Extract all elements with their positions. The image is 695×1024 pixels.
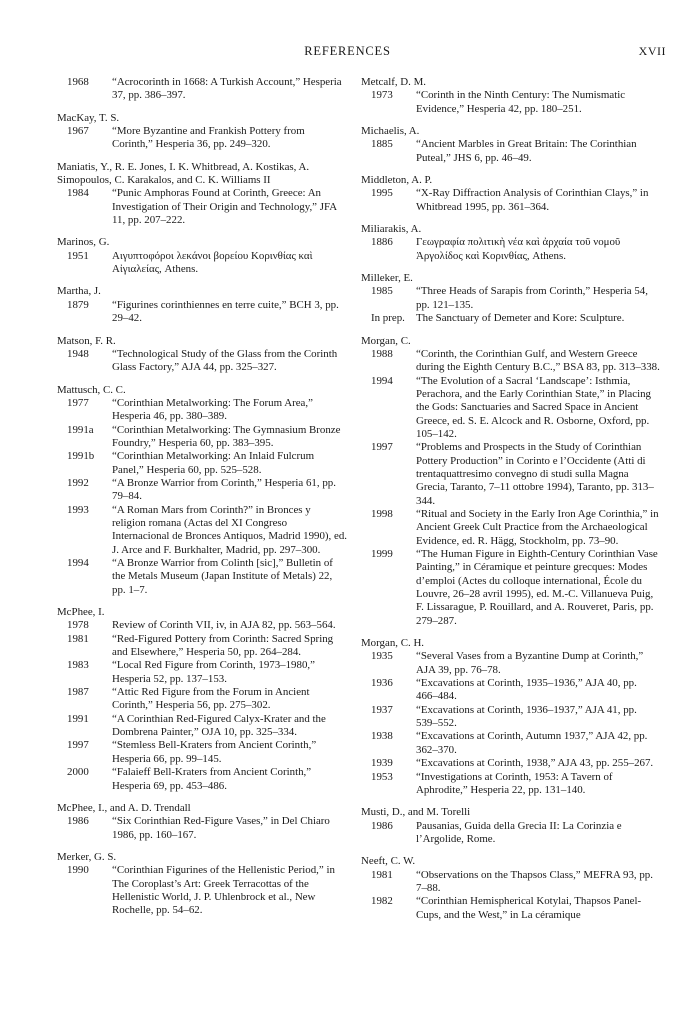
reference-entry: [361, 508, 661, 548]
entry-text: The Sanctuary of Demeter and Kore: Sculpture.: [416, 312, 625, 325]
entry-text: “A Corinthian Red-Figured Calyx-Krater and the Dombrena Painter,” OJA 10, pp. 325–334.: [112, 712, 326, 739]
reference-entry: [361, 650, 661, 677]
entry-year: 1985: [371, 285, 393, 298]
reference-entry: [57, 686, 347, 713]
entry-year: 1968: [67, 76, 89, 88]
entry-text: “Excavations at Corinth, Autumn 1937,” AJA 42, pp. 362–370.: [416, 730, 648, 756]
entry-text: “Acrocorinth in 1668: A Turkish Account,” Hesperia 37, pp. 386–397.: [112, 76, 342, 102]
author-name: McPhee, I.: [57, 606, 105, 619]
right-column: [361, 76, 661, 931]
entry-year: 1886: [371, 236, 393, 249]
page-title: REFERENCES: [304, 44, 391, 58]
entry-year: 1978: [67, 619, 89, 632]
entry-text: “Observations on the Thapsos Class,” MEFRA 93, pp. 7–88.: [416, 868, 653, 894]
reference-entry: [57, 659, 347, 686]
entry-text: “Ancient Marbles in Great Britain: The Corinthian Puteal,” JHS 6, pp. 46–49.: [416, 138, 637, 164]
entry-text: “Problems and Prospects in the Study of Corinthian Pottery Production” in Corinto e l’Occidente (Atti di trentaquattresimo convegno di studi sulla Magna Grecia, Taranto, 7–11 ottobre 1994), Taranto, pp. 313–344.: [416, 441, 654, 507]
entry-text: “Corinthian Metalworking: An Inlaid Fulcrum Panel,” Hesperia 60, pp. 525–528.: [112, 450, 315, 476]
entry-text: “Local Red Figure from Corinth, 1973–1980,” Hesperia 52, pp. 137–153.: [112, 659, 315, 685]
reference-entry: [57, 187, 347, 227]
entry-text: “More Byzantine and Frankish Pottery from Corinth,” Hesperia 36, pp. 249–320.: [112, 125, 305, 151]
author-name: Morgan, C.: [361, 334, 411, 347]
reference-group: [57, 236, 347, 276]
entry-text: “Falaieff Bell-Kraters from Ancient Corinth,” Hesperia 69, pp. 453–486.: [112, 766, 312, 792]
entry-text: “A Bronze Warrior from Corinth,” Hesperia 61, pp. 79–84.: [112, 476, 336, 503]
entry-year: 2000: [67, 766, 89, 779]
entry-text: “X-Ray Diffraction Analysis of Corinthian Clays,” in Whitbread 1995, pp. 361–364.: [416, 187, 649, 213]
entry-text: “Corinthian Metalworking: The Forum Area,” Hesperia 46, pp. 380–389.: [112, 396, 313, 423]
reference-group: [57, 851, 347, 918]
entry-text: “Corinth in the Ninth Century: The Numismatic Evidence,” Hesperia 42, pp. 180–251.: [416, 89, 626, 115]
entry-year: 1983: [67, 659, 89, 672]
entry-text: “Attic Red Figure from the Forum in Ancient Corinth,” Hesperia 56, pp. 275–302.: [112, 686, 310, 712]
entry-year: 1977: [67, 396, 89, 409]
entry-year: 1994: [67, 557, 89, 569]
reference-group: [57, 802, 347, 842]
entry-year: In prep.: [371, 312, 405, 325]
entry-text: “Technological Study of the Glass from the Corinth Glass Factory,” AJA 44, pp. 325–327.: [112, 347, 338, 374]
entry-year: 1981: [67, 632, 89, 645]
reference-entry: [361, 138, 661, 165]
reference-entry: [361, 820, 661, 847]
reference-group: [361, 335, 661, 629]
reference-group: [361, 806, 661, 846]
entry-year: 1995: [371, 187, 393, 200]
left-column: [57, 76, 347, 927]
entry-text: “Investigations at Corinth, 1953: A Tavern of Aphrodite,” Hesperia 22, pp. 131–140.: [416, 770, 613, 796]
reference-entry: [57, 299, 347, 326]
reference-group: [361, 174, 661, 214]
entry-text: “Punic Amphoras Found at Corinth, Greece: An Investigation of Their Origin and Technology,” JFA 11, pp. 207–222.: [112, 187, 337, 227]
entry-year: 1997: [371, 441, 393, 454]
author-name: Michaelis, A.: [361, 125, 420, 138]
entry-year: 1939: [371, 757, 393, 770]
reference-entry: [57, 713, 347, 740]
entry-year: 1998: [371, 507, 393, 520]
reference-group: [361, 125, 661, 165]
author-name: Matson, F. R.: [57, 334, 116, 347]
reference-entry: [57, 633, 347, 660]
reference-group: [57, 335, 347, 375]
author-name: Miliarakis, A.: [361, 223, 422, 236]
author-name: Marinos, G.: [57, 236, 110, 249]
reference-group: [361, 272, 661, 325]
entry-text: “Excavations at Corinth, 1935–1936,” AJA 40, pp. 466–484.: [416, 677, 637, 703]
reference-entry: [361, 757, 661, 770]
reference-group: [57, 161, 347, 228]
entry-year: 1938: [371, 730, 393, 743]
reference-entry: [57, 250, 347, 277]
author-name: Maniatis, Y., R. E. Jones, I. K. Whitbread, A. Kostikas, A. Simopoulos, C. Karakalos, and C. K. Williams II: [57, 160, 310, 187]
entry-year: 1999: [371, 548, 393, 560]
author-name: Musti, D., and M. Torelli: [361, 806, 471, 819]
reference-entry: [361, 375, 661, 442]
entry-year: 1981: [371, 868, 393, 881]
reference-group: [57, 606, 347, 793]
entry-text: “The Evolution of a Sacral ‘Landscape’: Isthmia, Perachora, and the Early Corinthian State,” in Placing the Gods: Sanctuaries and Sacred Space in Ancient Greece, ed. S. E. Alcock and R. Osborne, Oxford, pp. 105–142.: [416, 374, 651, 440]
entry-year: 1984: [67, 187, 89, 200]
entry-text: “Excavations at Corinth, 1938,” AJA 43, pp. 255–267.: [416, 757, 654, 770]
entry-year: 1987: [67, 686, 89, 699]
author-name: Mattusch, C. C.: [57, 383, 126, 396]
reference-entry: [57, 504, 347, 557]
entry-text: “Three Heads of Sarapis from Corinth,” Hesperia 54, pp. 121–135.: [416, 285, 648, 311]
reference-group: [361, 637, 661, 797]
entry-text: “Ritual and Society in the Early Iron Age Corinthia,” in Ancient Greek Cult Practice from the Archaeological Evidence, ed. R. Hägg, Stockholm, pp. 73–90.: [416, 507, 659, 547]
author-name: Metcalf, D. M.: [361, 76, 427, 88]
entry-text: “Figurines corinthiennes en terre cuite,” BCH 3, pp. 29–42.: [112, 298, 339, 325]
entry-text: “Corinthian Hemispherical Kotylai, Thapsos Panel-Cups, and the West,” in La céramique: [416, 895, 642, 921]
reference-entry: [361, 441, 661, 508]
entry-year: 1991: [67, 712, 89, 725]
entry-text: “Red-Figured Pottery from Corinth: Sacred Spring and Elsewhere,” Hesperia 50, pp. 264–284.: [112, 632, 334, 659]
entry-text: “Stemless Bell-Kraters from Ancient Corinth,” Hesperia 66, pp. 99–145.: [112, 739, 317, 765]
reference-entry: [57, 815, 347, 842]
entry-year: 1992: [67, 476, 89, 489]
entry-year: 1982: [371, 895, 393, 908]
entry-year: 1937: [371, 703, 393, 716]
reference-entry: [361, 187, 661, 214]
author-name: Martha, J.: [57, 285, 101, 298]
reference-entry: [57, 125, 347, 152]
entry-text: “Several Vases from a Byzantine Dump at Corinth,” AJA 39, pp. 76–78.: [416, 650, 644, 676]
reference-entry: [57, 739, 347, 766]
author-name: MacKay, T. S.: [57, 111, 120, 124]
reference-group: [361, 76, 661, 116]
reference-group: [361, 855, 661, 922]
reference-group: [57, 76, 347, 103]
entry-text: “Corinthian Metalworking: The Gymnasium Bronze Foundry,” Hesperia 60, pp. 383–395.: [112, 423, 341, 449]
entry-text: “Corinth, the Corinthian Gulf, and Western Greece during the Eighth Century B.C.,” BSA 83, pp. 313–338.: [416, 347, 660, 374]
reference-entry: [361, 285, 661, 312]
reference-group: [361, 223, 661, 263]
reference-entry: [57, 348, 347, 375]
entry-year: 1994: [371, 374, 393, 387]
entry-text: Αιγυπτοφόροι λεκάνοι βορείου Κορινθίας καὶ Αἰγιαλείας, Athens.: [112, 249, 313, 276]
reference-entry: [361, 312, 661, 325]
reference-entry: [361, 348, 661, 375]
reference-entry: [361, 89, 661, 116]
entry-year: 1951: [67, 249, 89, 262]
entry-year: 1993: [67, 503, 89, 516]
entry-year: 1986: [371, 819, 393, 832]
entry-year: 1986: [67, 815, 89, 828]
reference-entry: [361, 730, 661, 757]
author-name: McPhee, I., and A. D. Trendall: [57, 801, 191, 814]
reference-entry: [57, 864, 347, 917]
entry-text: “Six Corinthian Red-Figure Vases,” in Del Chiaro 1986, pp. 160–167.: [112, 815, 330, 841]
entry-year: 1885: [371, 138, 393, 151]
entry-text: Γεωγραφία πολιτικὴ νέα καὶ ἀρχαία τοῦ νομοῦ Ἀργολίδος καὶ Κορινθίας, Athens.: [416, 236, 621, 262]
author-name: Neeft, C. W.: [361, 855, 416, 868]
reference-entry: [361, 677, 661, 704]
reference-entry: [361, 771, 661, 798]
entry-year: 1967: [67, 125, 89, 138]
reference-entry: [57, 477, 347, 504]
reference-entry: [57, 766, 347, 793]
entry-text: “A Roman Mars from Corinth?” in Bronces y religion romana (Actas del XI Congreso Internacional de Bronces Antiquos, Madrid 1990), ed. J. Arce and F. Burkhalter, Madrid, pp. 297–300.: [112, 503, 347, 556]
reference-entry: [57, 397, 347, 424]
entry-year: 1973: [371, 89, 393, 102]
entry-year: 1953: [371, 770, 393, 783]
reference-entry: [361, 236, 661, 263]
reference-entry: [57, 424, 347, 451]
entry-text: “Corinthian Figurines of the Hellenistic Period,” in The Coroplast’s Art: Greek Terracottas of the Hellenistic World, J. P. Uhlenbrock et al., New Rochelle, pp. 54–62.: [112, 864, 335, 917]
reference-entry: [361, 895, 661, 922]
entry-year: 1948: [67, 347, 89, 360]
entry-year: 1879: [67, 298, 89, 311]
entry-year: 1997: [67, 739, 89, 752]
author-name: Milleker, E.: [361, 272, 413, 285]
entry-text: “A Bronze Warrior from Colinth [sic],” Bulletin of the Metals Museum (Japan Institute of Metals) 22, pp. 1–7.: [112, 557, 333, 596]
reference-group: [57, 112, 347, 152]
page-number: XVII: [638, 44, 666, 58]
reference-group: [57, 285, 347, 325]
entry-text: “The Human Figure in Eighth-Century Corinthian Vase Painting,” in Céramique et peinture grecques: Modes d’emploi (Actes du colloque international, École du Louvre, 26–28 avril 1995), ed. M.-C. Villanueva Puig, F. Lissarague, P. Rouillard, and A. Rouveret, Paris, pp. 279–287.: [416, 548, 658, 627]
entry-year: 1935: [371, 650, 393, 663]
author-name: Middleton, A. P.: [361, 174, 433, 187]
entry-year: 1936: [371, 677, 393, 690]
reference-entry: [57, 557, 347, 597]
reference-entry: [57, 450, 347, 477]
entry-text: “Excavations at Corinth, 1936–1937,” AJA 41, pp. 539–552.: [416, 703, 637, 730]
reference-entry: [361, 704, 661, 731]
entry-year: 1990: [67, 864, 89, 877]
author-name: Merker, G. S.: [57, 850, 117, 863]
page-header: [0, 41, 695, 61]
author-name: Morgan, C. H.: [361, 637, 425, 650]
reference-entry: [361, 548, 661, 628]
reference-entry: [57, 76, 347, 103]
entry-year: 1991b: [67, 450, 95, 463]
entry-text: Pausanias, Guida della Grecia II: La Corinzia e l’Argolide, Rome.: [416, 819, 622, 845]
entry-year: 1988: [371, 347, 393, 360]
entry-year: 1991a: [67, 423, 94, 436]
reference-group: [57, 384, 347, 598]
reference-entry: [57, 619, 347, 632]
entry-text: Review of Corinth VII, iv, in AJA 82, pp. 563–564.: [112, 619, 336, 632]
reference-entry: [361, 869, 661, 896]
